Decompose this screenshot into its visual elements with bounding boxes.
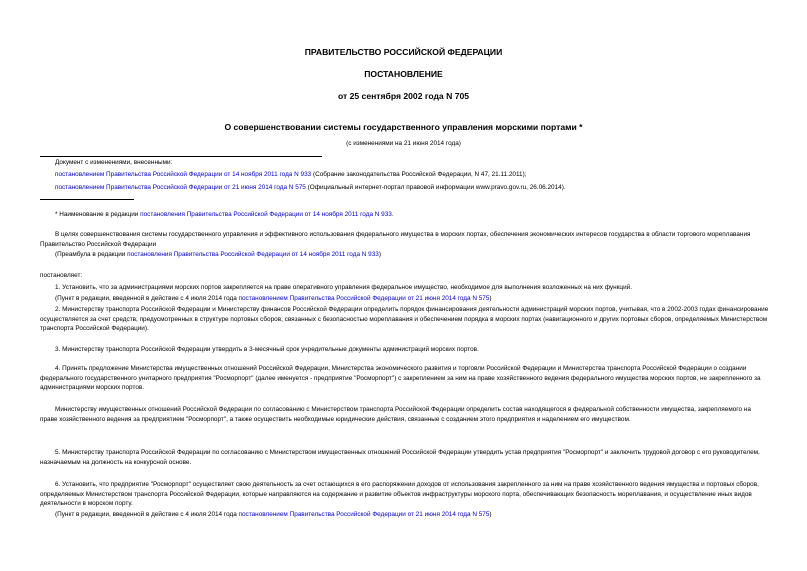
paragraph-6: 6. Установить, что предприятие "Росморпорт" осуществляет свою деятельность за счет остающихся в его распоряжении доходов от использования закрепленного за ним на праве хозяйственного ведения имущества и портовых сборов, определяемых Министерством транспорта Российской Федерации, которые направляются на содержание и развитие объектов инфраструктуры морского порта, обеспечивающих безопасность мореплавания, и осуществление иных видов деятельности в морском порту. bbox=[40, 481, 759, 507]
paragraph-1: 1. Установить, что за администрациями морских портов закрепляется на праве оперативного управления федеральное имущество, необходимое для выполнения возложенных на них функций. bbox=[55, 284, 632, 291]
paragraph-1-note bbox=[55, 295, 492, 304]
changes-item-2-tail: (Официальный интернет-портал правовой информации www.pravo.gov.ru, 26.06.2014). bbox=[305, 184, 566, 191]
document-type: ПОСТАНОВЛЕНИЕ bbox=[364, 69, 443, 79]
preamble-text: В целях совершенствования системы государственного управления и эффективного использования федерального имущества в морских портах, обеспечения экономических интересов государства в области торгового мореплавания Правительство Российской Федерации bbox=[40, 231, 751, 248]
paragraph-6-note-prefix: (Пункт в редакции, введенной в действие с 4 июля 2014 года bbox=[55, 511, 239, 518]
preamble-note-suffix: ) bbox=[378, 251, 381, 258]
paragraph-4b: Министерству имущественных отношений Российской Федерации по согласованию с Министерством транспорта Российской Федерации определить состав находящегося в федеральной собственности имущества, закрепляемого на праве хозяйственного ведения за предприятием "Росморпорт", а также осуществить необходимые юридические действия, связанные с созданием этого предприятия и наделением его имуществом. bbox=[40, 406, 751, 423]
paragraph-1-note-suffix: ) bbox=[489, 295, 492, 302]
paragraph-5: 5. Министерству транспорта Российской Федерации по согласованию с Министерством имущественных отношений Российской Федерации утвердить устав предприятия "Росморпорт" и заключить трудовой договор с его руководителем, назначаемым на должность на конкурсной основе. bbox=[40, 449, 760, 466]
changes-item-2 bbox=[55, 184, 566, 193]
paragraph-1-note-prefix: (Пункт в редакции, введенной в действие с 4 июля 2014 года bbox=[55, 295, 239, 302]
divider bbox=[40, 156, 322, 157]
changes-link-1[interactable]: постановлением Правительства Российской Федерации от 14 ноября 2011 года N 933 bbox=[55, 171, 312, 178]
revision-note: (с изменениями на 21 июня 2014 года) bbox=[346, 140, 461, 147]
paragraph-6-note-link[interactable]: постановлением Правительства Российской Федерации от 21 июня 2014 года N 575 bbox=[238, 511, 490, 518]
paragraph-6-note bbox=[55, 511, 492, 520]
document-title: О совершенствовании системы государственного управления морскими портами * bbox=[224, 122, 583, 132]
paragraph-4: 4. Принять предложение Министерства имущественных отношений Российской Федерации, Министерства экономического развития и торговли Российской Федерации и Министерства транспорта Российской Федерации о создании федерального государственного унитарного предприятия "Росморпорт" (далее именуется - предприятие "Росморпорт") с закреплением за ним на праве хозяйственного ведения федерального имущества морских портов, не закрепленного за администрациями морских портов. bbox=[40, 365, 761, 391]
paragraph-2: 2. Министерству транспорта Российской Федерации и Министерству финансов Российской Федерации определить порядок финансирования деятельности администраций морских портов, учитывая, что в 2002-2003 годах финансирование осуществляется за счет средств, предусмотренных в структуре портовых сборов, связанных с безопасностью мореплавания и обеспечением порядка в морских портах (навигационного и других портовых сборов, определяемых Министерством транспорта Российской Федерации). bbox=[40, 306, 769, 332]
preamble-note bbox=[55, 251, 381, 260]
footnote-divider bbox=[40, 199, 134, 200]
changes-item-1 bbox=[55, 171, 527, 180]
government-heading: ПРАВИТЕЛЬСТВО РОССИЙСКОЙ ФЕДЕРАЦИИ bbox=[304, 47, 503, 57]
document-date-number: от 25 сентября 2002 года N 705 bbox=[337, 91, 470, 101]
changes-intro: Документ с изменениями, внесенными: bbox=[55, 159, 173, 166]
footnote-prefix: * Наименование в редакции bbox=[55, 211, 141, 218]
paragraph-1-note-link[interactable]: постановлением Правительства Российской Федерации от 21 июня 2014 года N 575 bbox=[238, 295, 490, 302]
preamble-note-prefix: (Преамбула в редакции bbox=[55, 251, 128, 258]
footnote-suffix: . bbox=[391, 211, 394, 218]
changes-item-1-tail: (Собрание законодательства Российской Федерации, N 47, 21.11.2011); bbox=[311, 171, 527, 178]
footnote bbox=[55, 211, 394, 220]
footnote-link[interactable]: постановления Правительства Российской Федерации от 14 ноября 2011 года N 933 bbox=[140, 211, 392, 218]
preamble-note-link[interactable]: постановления Правительства Российской Федерации от 14 ноября 2011 года N 933 bbox=[127, 251, 379, 258]
paragraph-3: 3. Министерству транспорта Российской Федерации утвердить в 3-месячный срок учредительные документы администраций морских портов. bbox=[55, 346, 479, 353]
paragraph-6-note-suffix: ) bbox=[489, 511, 492, 518]
changes-link-2[interactable]: постановлением Правительства Российской Федерации от 21 июня 2014 года N 575 bbox=[55, 184, 306, 191]
resolves-label: постановляет: bbox=[40, 272, 83, 279]
